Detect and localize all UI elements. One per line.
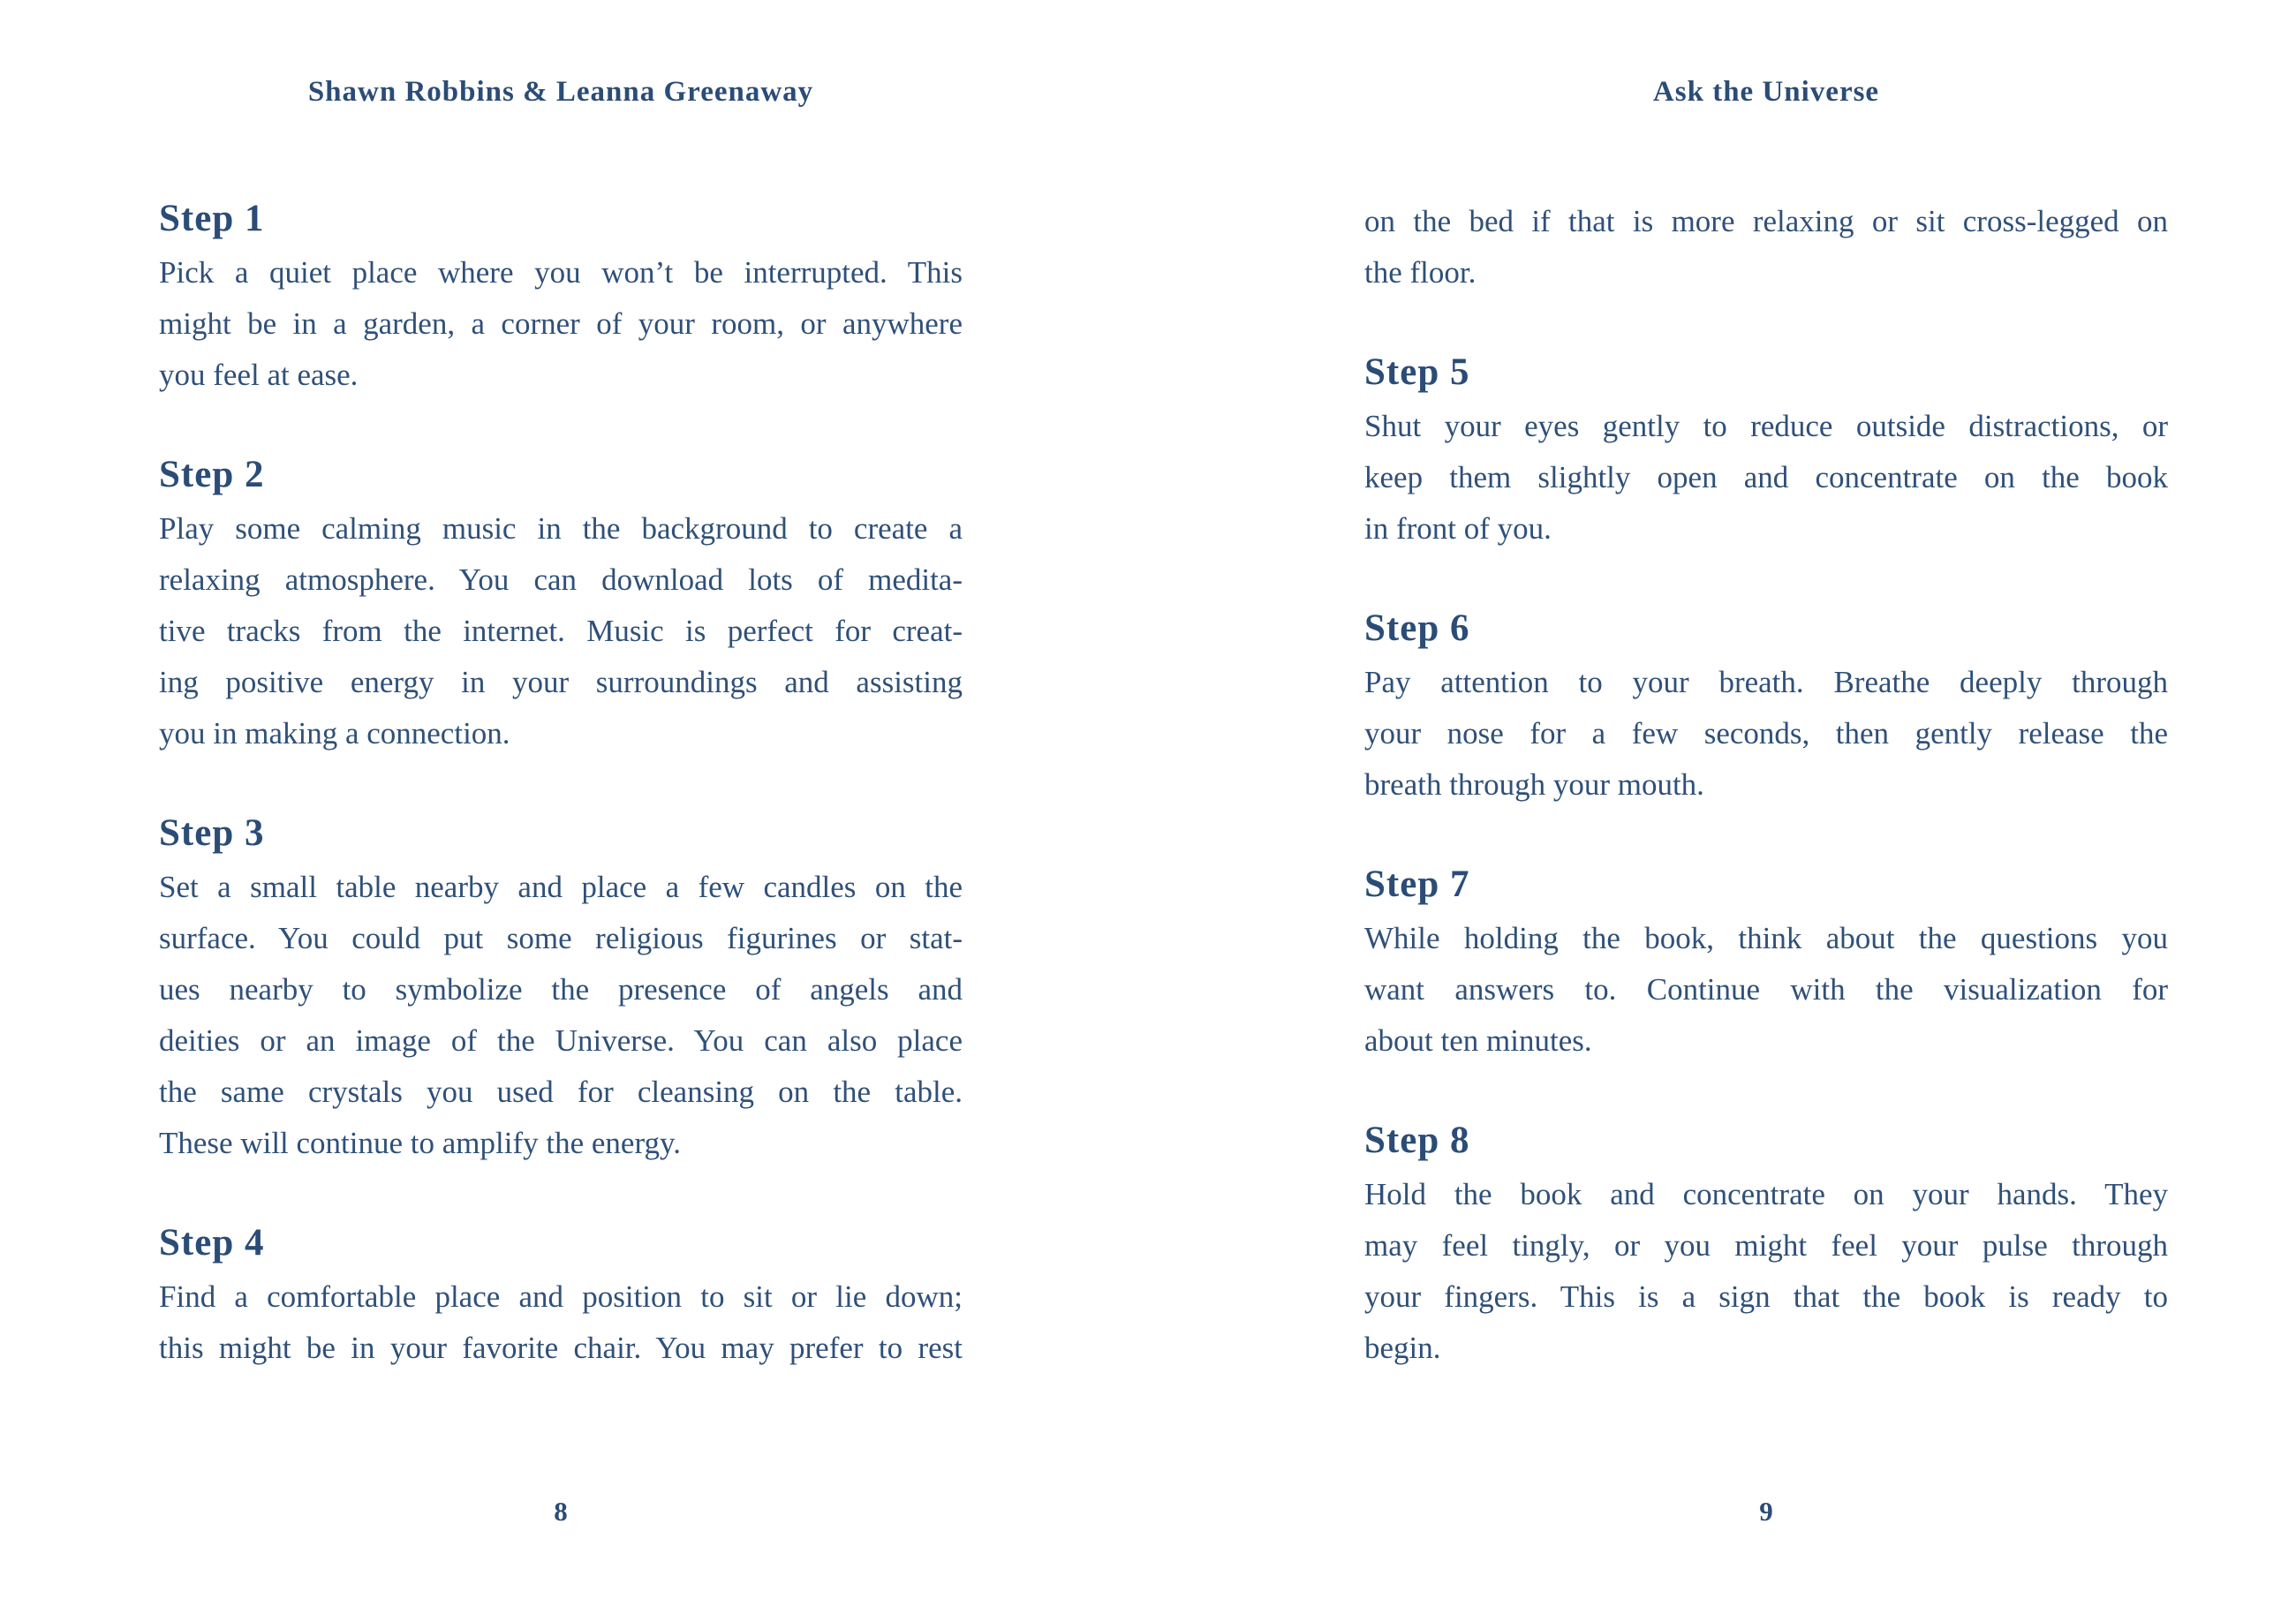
left-page-text-block bbox=[159, 196, 963, 1374]
page-number-left: 8 bbox=[554, 1496, 568, 1527]
step-5-title: Step 5 bbox=[1364, 351, 1470, 393]
body-line: about ten minutes. bbox=[1364, 1023, 1592, 1058]
body-line: Play some calming music in the background to create a bbox=[159, 511, 963, 546]
body-line: ing positive energy in your surroundings and assisting bbox=[159, 665, 963, 699]
body-line: may feel tingly, or you might feel your pulse through bbox=[1364, 1228, 2168, 1263]
body-line: might be in a garden, a corner of your room, or anywhere bbox=[159, 306, 963, 341]
body-line: Hold the book and concentrate on your hands. They bbox=[1364, 1177, 2168, 1211]
right-page-text-block bbox=[1364, 196, 2168, 1374]
body-line: the same crystals you used for cleansing on the table. bbox=[159, 1075, 963, 1109]
running-head-book-title: Ask the Universe bbox=[1652, 76, 1880, 108]
body-line: These will continue to amplify the energy. bbox=[159, 1126, 681, 1160]
body-line: your fingers. This is a sign that the book is ready to bbox=[1364, 1279, 2168, 1314]
body-line: Set a small table nearby and place a few candles on the bbox=[159, 870, 963, 904]
page-number-right: 9 bbox=[1759, 1496, 1773, 1527]
body-line: on the bed if that is more relaxing or sit cross-legged on bbox=[1364, 204, 2168, 238]
body-line: your nose for a few seconds, then gently release the bbox=[1364, 716, 2168, 751]
running-head-authors: Shawn Robbins & Leanna Greenaway bbox=[307, 76, 814, 108]
body-line: keep them slightly open and concentrate on the book bbox=[1364, 460, 2168, 494]
step-4-title: Step 4 bbox=[159, 1222, 265, 1264]
body-line: Find a comfortable place and position to sit or lie down; bbox=[159, 1279, 963, 1314]
step-7-title: Step 7 bbox=[1364, 864, 1470, 905]
body-line: deities or an image of the Universe. You can also place bbox=[159, 1023, 963, 1058]
body-line: While holding the book, think about the questions you bbox=[1364, 921, 2168, 955]
step-1-title: Step 1 bbox=[159, 198, 265, 239]
step-3-title: Step 3 bbox=[159, 812, 265, 854]
body-line: ues nearby to symbolize the presence of angels and bbox=[159, 972, 963, 1007]
step-6-title: Step 6 bbox=[1364, 607, 1470, 649]
body-line: Pick a quiet place where you won’t be interrupted. This bbox=[159, 255, 963, 290]
body-line: this might be in your favorite chair. You may prefer to rest bbox=[159, 1331, 963, 1365]
body-line: you feel at ease. bbox=[159, 358, 359, 392]
body-line: the floor. bbox=[1364, 255, 1477, 290]
body-line: want answers to. Continue with the visualization for bbox=[1364, 972, 2168, 1007]
body-line: you in making a connection. bbox=[159, 716, 510, 751]
step-8-title: Step 8 bbox=[1364, 1120, 1470, 1161]
body-line: Shut your eyes gently to reduce outside distractions, or bbox=[1364, 409, 2168, 443]
step-2-title: Step 2 bbox=[159, 454, 265, 495]
body-line: breath through your mouth. bbox=[1364, 767, 1704, 802]
body-line: begin. bbox=[1364, 1331, 1441, 1365]
body-line: Pay attention to your breath. Breathe deeply through bbox=[1364, 665, 2168, 699]
body-line: tive tracks from the internet. Music is perfect for creat- bbox=[159, 614, 963, 648]
body-line: relaxing atmosphere. You can download lots of medita- bbox=[159, 562, 963, 597]
body-line: in front of you. bbox=[1364, 511, 1552, 546]
body-line: surface. You could put some religious figurines or stat- bbox=[159, 921, 963, 955]
